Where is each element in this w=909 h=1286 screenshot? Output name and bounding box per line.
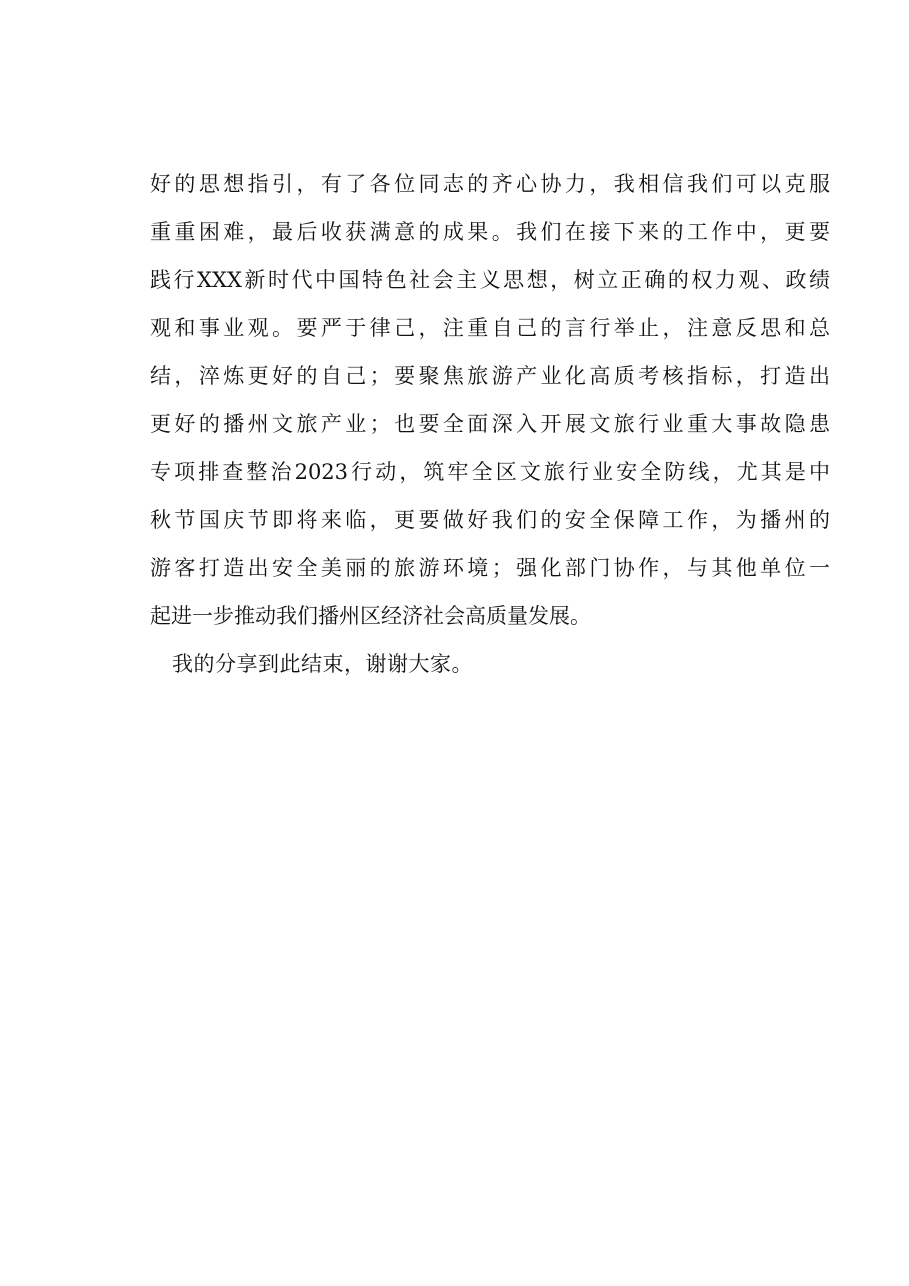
paragraph-line: 更好的播州文旅产业；也要全面深入开展文旅行业重大事故隐患	[150, 412, 830, 436]
paragraph-line: 专项排查整治2023行动，筑牢全区文旅行业安全防线，尤其是中	[150, 460, 830, 484]
paragraph-line: 重重困难，最后收获满意的成果。我们在接下来的工作中，更要	[150, 220, 830, 244]
document-body	[150, 160, 830, 688]
closing-remark: 我的分享到此结束，谢谢大家。	[172, 652, 473, 676]
paragraph-line: 起进一步推动我们播州区经济社会高质量发展。	[150, 604, 591, 628]
paragraph-line: 践行XXX新时代中国特色社会主义思想，树立正确的权力观、政绩	[150, 268, 830, 292]
paragraph	[150, 160, 830, 640]
paragraph-line: 好的思想指引，有了各位同志的齐心协力，我相信我们可以克服	[150, 172, 830, 196]
paragraph-line: 观和事业观。要严于律己，注重自己的言行举止，注意反思和总	[150, 316, 830, 340]
paragraph-line: 结，淬炼更好的自己；要聚焦旅游产业化高质考核指标，打造出	[150, 364, 830, 388]
paragraph-line: 游客打造出安全美丽的旅游环境；强化部门协作，与其他单位一	[150, 556, 830, 580]
paragraph-line: 秋节国庆节即将来临，更要做好我们的安全保障工作，为播州的	[150, 508, 830, 532]
